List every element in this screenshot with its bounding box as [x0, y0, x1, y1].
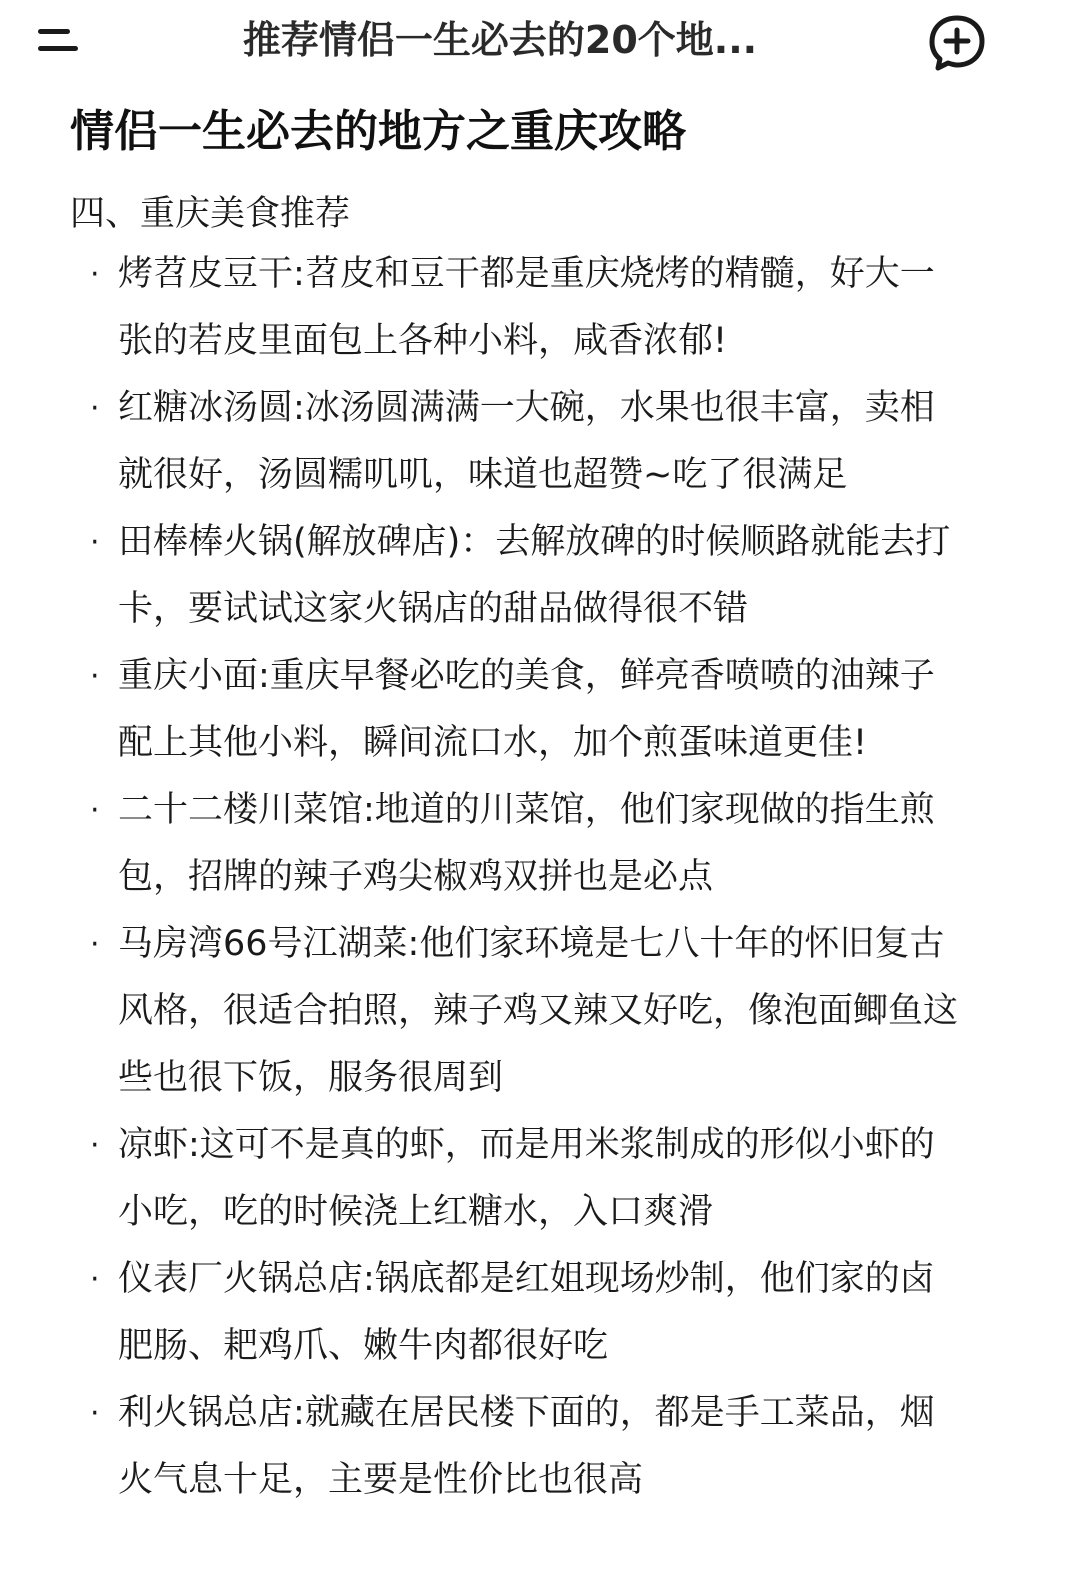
list-item: [0, 643, 1080, 777]
menu-line: [38, 46, 78, 51]
list-item-text: 烤苕皮豆干:苕皮和豆干都是重庆烧烤的精髓，好大一张的若皮里面包上各种小料，咸香浓郁!: [118, 254, 935, 361]
page-title: 推荐情侣一生必去的20个地...: [242, 18, 758, 62]
bullet-icon: ·: [90, 391, 100, 426]
bullet-icon: ·: [90, 1262, 100, 1297]
top-bar: [0, 0, 1080, 86]
list-item: [0, 241, 1080, 375]
list-item-text: 重庆小面:重庆早餐必吃的美食，鲜亮香喷喷的油辣子配上其他小料，瞬间流口水，加个煎蛋味道更佳!: [118, 656, 935, 763]
bullet-icon: ·: [90, 927, 100, 962]
menu-line: [38, 29, 70, 34]
list-item-text: 田棒棒火锅(解放碑店)：去解放碑的时候顺路就能去打卡，要试试这家火锅店的甜品做得很不错: [118, 522, 951, 629]
list-item-text: 利火锅总店:就藏在居民楼下面的，都是手工菜品，烟火气息十足，主要是性价比也很高: [118, 1393, 935, 1500]
add-chat-icon[interactable]: [924, 10, 990, 76]
list-item-text: 凉虾:这可不是真的虾，而是用米浆制成的形似小虾的小吃，吃的时候浇上红糖水，入口爽滑: [118, 1125, 935, 1232]
list-item-text: 二十二楼川菜馆:地道的川菜馆，他们家现做的指生煎包，招牌的辣子鸡尖椒鸡双拼也是必点: [118, 790, 935, 897]
bullet-icon: ·: [90, 793, 100, 828]
section-heading: 四、重庆美食推荐: [70, 194, 351, 234]
bullet-icon: ·: [90, 525, 100, 560]
list-item: [0, 1380, 1080, 1514]
bullet-icon: ·: [90, 1396, 100, 1431]
list-item: [0, 509, 1080, 643]
article-title: 情侣一生必去的地方之重庆攻略: [70, 106, 686, 157]
bullet-icon: ·: [90, 1128, 100, 1163]
add-chat-icon-graphic: [924, 10, 990, 76]
list-item: [0, 911, 1080, 1112]
menu-icon[interactable]: [30, 18, 86, 62]
list-item: [0, 777, 1080, 911]
list-item-text: 仪表厂火锅总店:锅底都是红姐现场炒制，他们家的卤肥肠、耙鸡爪、嫩牛肉都很好吃: [118, 1259, 935, 1366]
list-item: [0, 1112, 1080, 1246]
bullet-icon: ·: [90, 257, 100, 292]
food-recommendation-list: [0, 241, 1080, 1514]
list-item: [0, 1246, 1080, 1380]
list-item-text: 红糖冰汤圆:冰汤圆满满一大碗，水果也很丰富，卖相就很好，汤圆糯叽叽，味道也超赞~吃了很满足: [118, 388, 935, 495]
list-item: [0, 375, 1080, 509]
bullet-icon: ·: [90, 659, 100, 694]
list-item-text: 马房湾66号江湖菜:他们家环境是七八十年的怀旧复古风格，很适合拍照，辣子鸡又辣又好吃，像泡面鲫鱼这些也很下饭，服务很周到: [118, 924, 959, 1098]
